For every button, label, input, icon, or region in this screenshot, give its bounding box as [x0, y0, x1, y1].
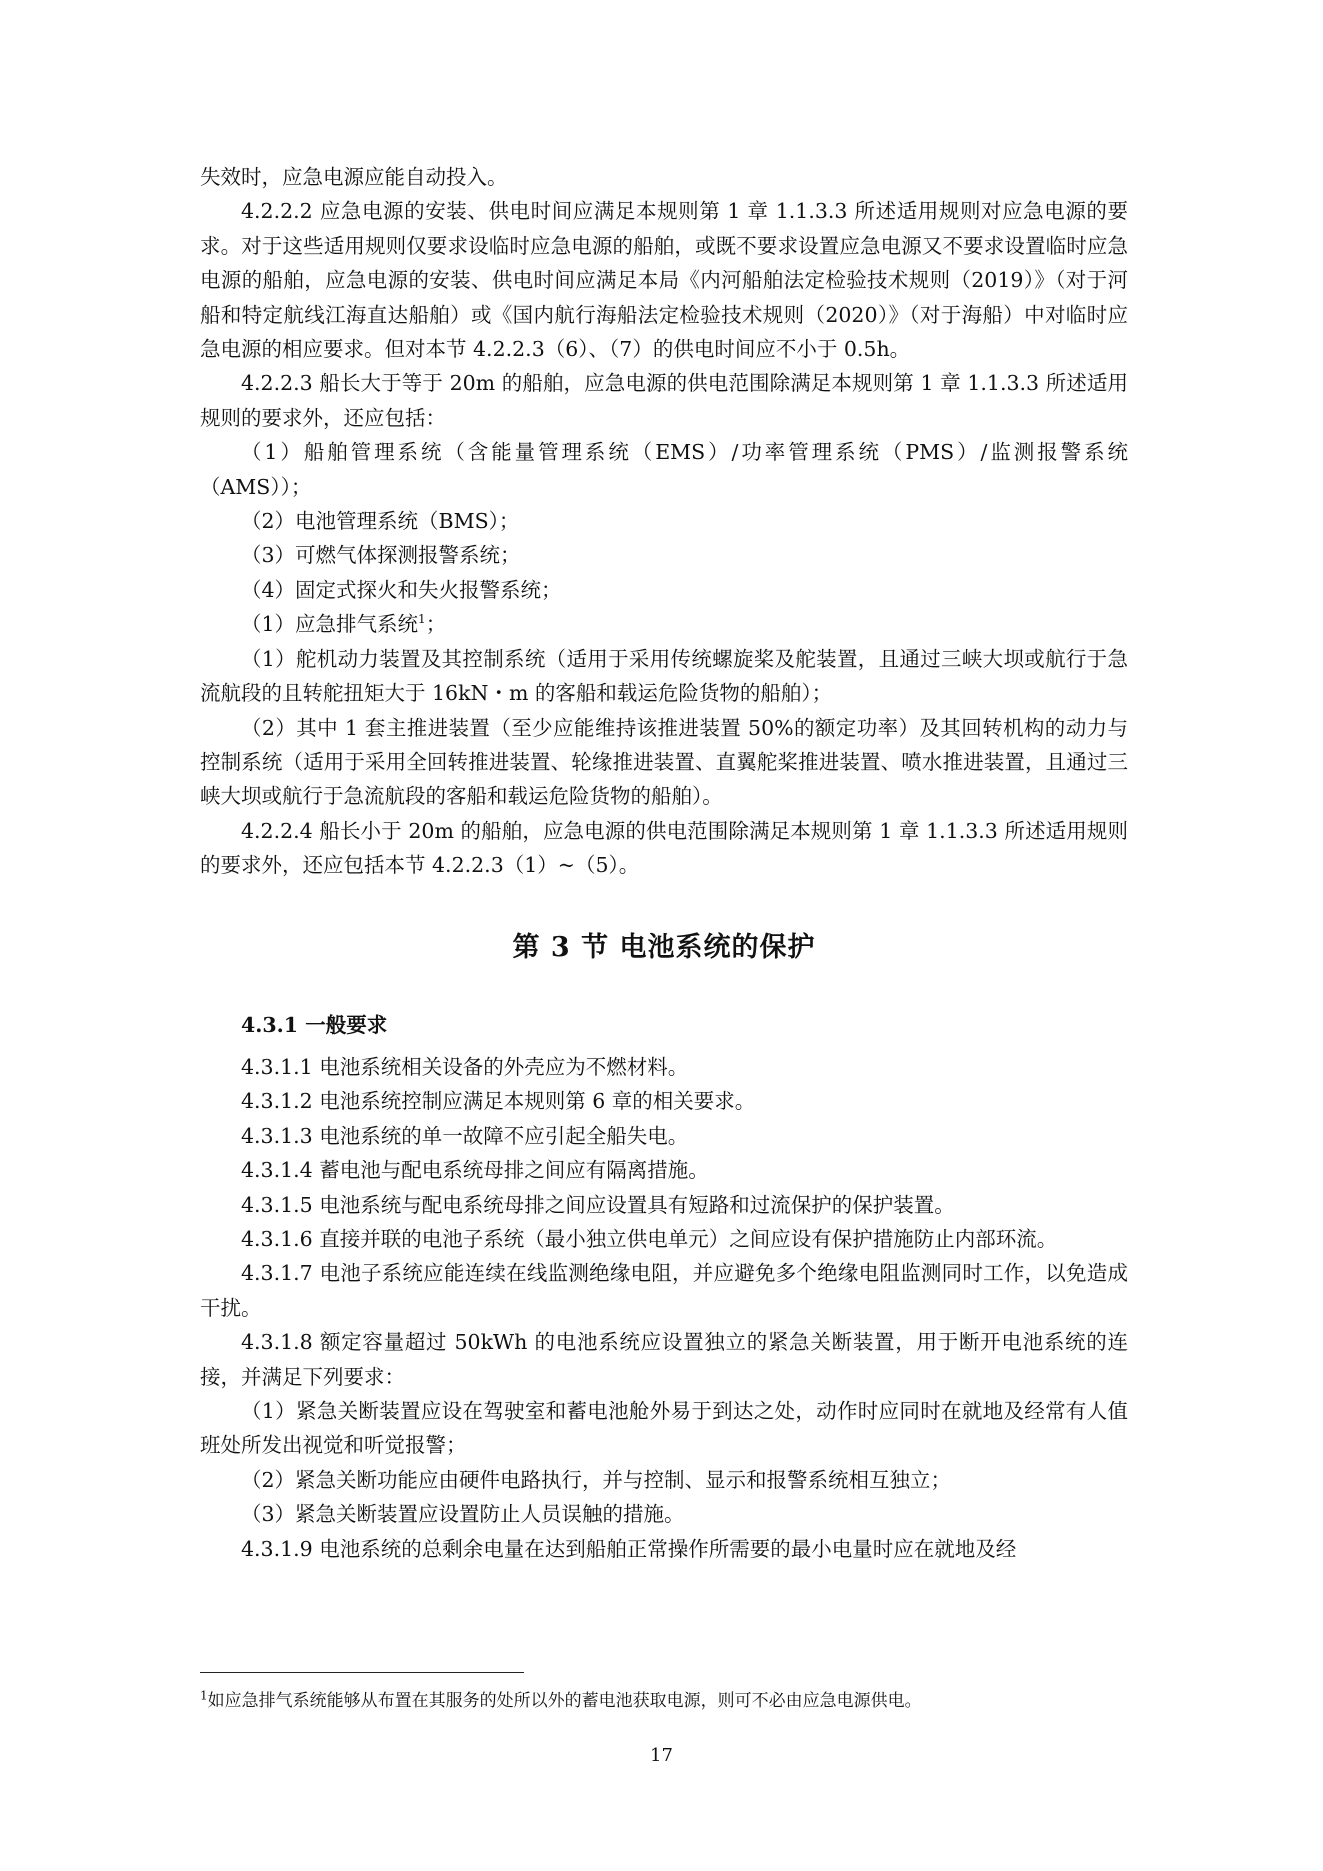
- paragraph: 4.3.1.6 直接并联的电池子系统（最小独立供电单元）之间应设有保护措施防止内部环流。: [241, 1226, 1058, 1251]
- paragraph: 4.2.2.4 船长小于 20m 的船舶，应急电源的供电范围除满足本规则第 1 章 1.1.3.3 所述适用规则的要求外，还应包括本节 4.2.2.3（1）~（5）。: [200, 818, 1128, 878]
- paragraph: （2）紧急关断功能应由硬件电路执行，并与控制、显示和报警系统相互独立；: [241, 1467, 952, 1492]
- paragraph: （2）其中 1 套主推进装置（至少应能维持该推进装置 50%的额定功率）及其回转机构的动力与控制系统（适用于采用全回转推进装置、轮缘推进装置、直翼舵桨推进装置、喷水推进装置，且通过三峡大坝或航行于急流航段的客船和载运危险货物的船舶）。: [200, 715, 1128, 809]
- paragraph: （3）紧急关断装置应设置防止人员误触的措施。: [241, 1502, 685, 1527]
- paragraph: 4.3.1.5 电池系统与配电系统母排之间应设置具有短路和过流保护的保护装置。: [241, 1192, 955, 1217]
- subsection-heading: 4.3.1 一般要求: [241, 1012, 388, 1037]
- paragraph: 4.3.1.4 蓄电池与配电系统母排之间应有隔离措施。: [241, 1158, 709, 1183]
- footnote-number: 1: [200, 1688, 208, 1703]
- paragraph: （2）电池管理系统（BMS）；: [241, 509, 520, 534]
- section-heading: 第 3 节 电池系统的保护: [512, 931, 816, 963]
- body-text: [200, 160, 1128, 1566]
- paragraph: 4.3.1.3 电池系统的单一故障不应引起全船失电。: [241, 1123, 689, 1148]
- footnote-text: 如应急排气系统能够从布置在其服务的处所以外的蓄电池获取电源，则可不必由应急电源供电。: [207, 1691, 922, 1711]
- paragraph: （3）可燃气体探测报警系统；: [241, 543, 521, 568]
- paragraph-group-mid: [200, 642, 1128, 883]
- paragraph: 4.3.1.9 电池系统的总剩余电量在达到船舶正常操作所需要的最小电量时应在就地及经: [241, 1536, 1017, 1561]
- paragraph: （1）舵机动力装置及其控制系统（适用于采用传统螺旋桨及舵装置，且通过三峡大坝或航行于急流航段的且转舵扭矩大于 16kN・m 的客船和载运危险货物的船舶）；: [200, 646, 1128, 706]
- paragraph-group-bottom: [200, 1050, 1128, 1566]
- paragraph: （1）船舶管理系统（含能量管理系统（EMS）/功率管理系统（PMS）/监测报警系统（AMS））；: [200, 440, 1128, 499]
- paragraph-group-top: [200, 160, 1128, 607]
- footnote: [200, 1687, 1128, 1715]
- paragraph: （4）固定式探火和失火报警系统；: [241, 577, 562, 602]
- page-number: 17: [650, 1745, 673, 1766]
- paragraph: 4.2.2.2 应急电源的安装、供电时间应满足本规则第 1 章 1.1.3.3 所述适用规则对应急电源的要求。对于这些适用规则仅要求设临时应急电源的船舶，或既不要求设置应急电源又不要求设置临时应急电源的船舶，应急电源的安装、供电时间应满足本局《内河船舶法定检验技术规则（2019）》（对于河船和特定航线江海直达船舶）或《国内航行海船法定检验技术规则（2020）》（对于海船）中对临时应急电源的相应要求。但对本节 4.2.2.3（6）、（7）的供电时间应不小于 0.5h。: [200, 199, 1128, 362]
- footnote-reference-item: [200, 607, 1128, 641]
- paragraph: 4.3.1.7 电池子系统应能连续在线监测绝缘电阻，并应避免多个绝缘电阻监测同时工作，以免造成干扰。: [200, 1261, 1128, 1320]
- footnote-divider: [200, 1672, 524, 1673]
- footnote-mark[interactable]: 1: [418, 612, 426, 627]
- list-item-tail: ；: [425, 612, 447, 637]
- paragraph: （1）紧急关断装置应设在驾驶室和蓄电池舱外易于到达之处，动作时应同时在就地及经常有人值班处所发出视觉和听觉报警；: [200, 1399, 1128, 1458]
- paragraph: 失效时，应急电源应能自动投入。: [200, 165, 508, 189]
- paragraph: 4.3.1.2 电池系统控制应满足本规则第 6 章的相关要求。: [241, 1089, 756, 1114]
- list-item-text: （1）应急排气系统: [241, 612, 419, 637]
- paragraph: 4.3.1.1 电池系统相关设备的外壳应为不燃材料。: [241, 1054, 689, 1079]
- paragraph: 4.2.2.3 船长大于等于 20m 的船舶，应急电源的供电范围除满足本规则第 1 章 1.1.3.3 所述适用规则的要求外，还应包括：: [200, 371, 1128, 430]
- paragraph: 4.3.1.8 额定容量超过 50kWh 的电池系统应设置独立的紧急关断装置，用于断开电池系统的连接，并满足下列要求：: [200, 1330, 1128, 1389]
